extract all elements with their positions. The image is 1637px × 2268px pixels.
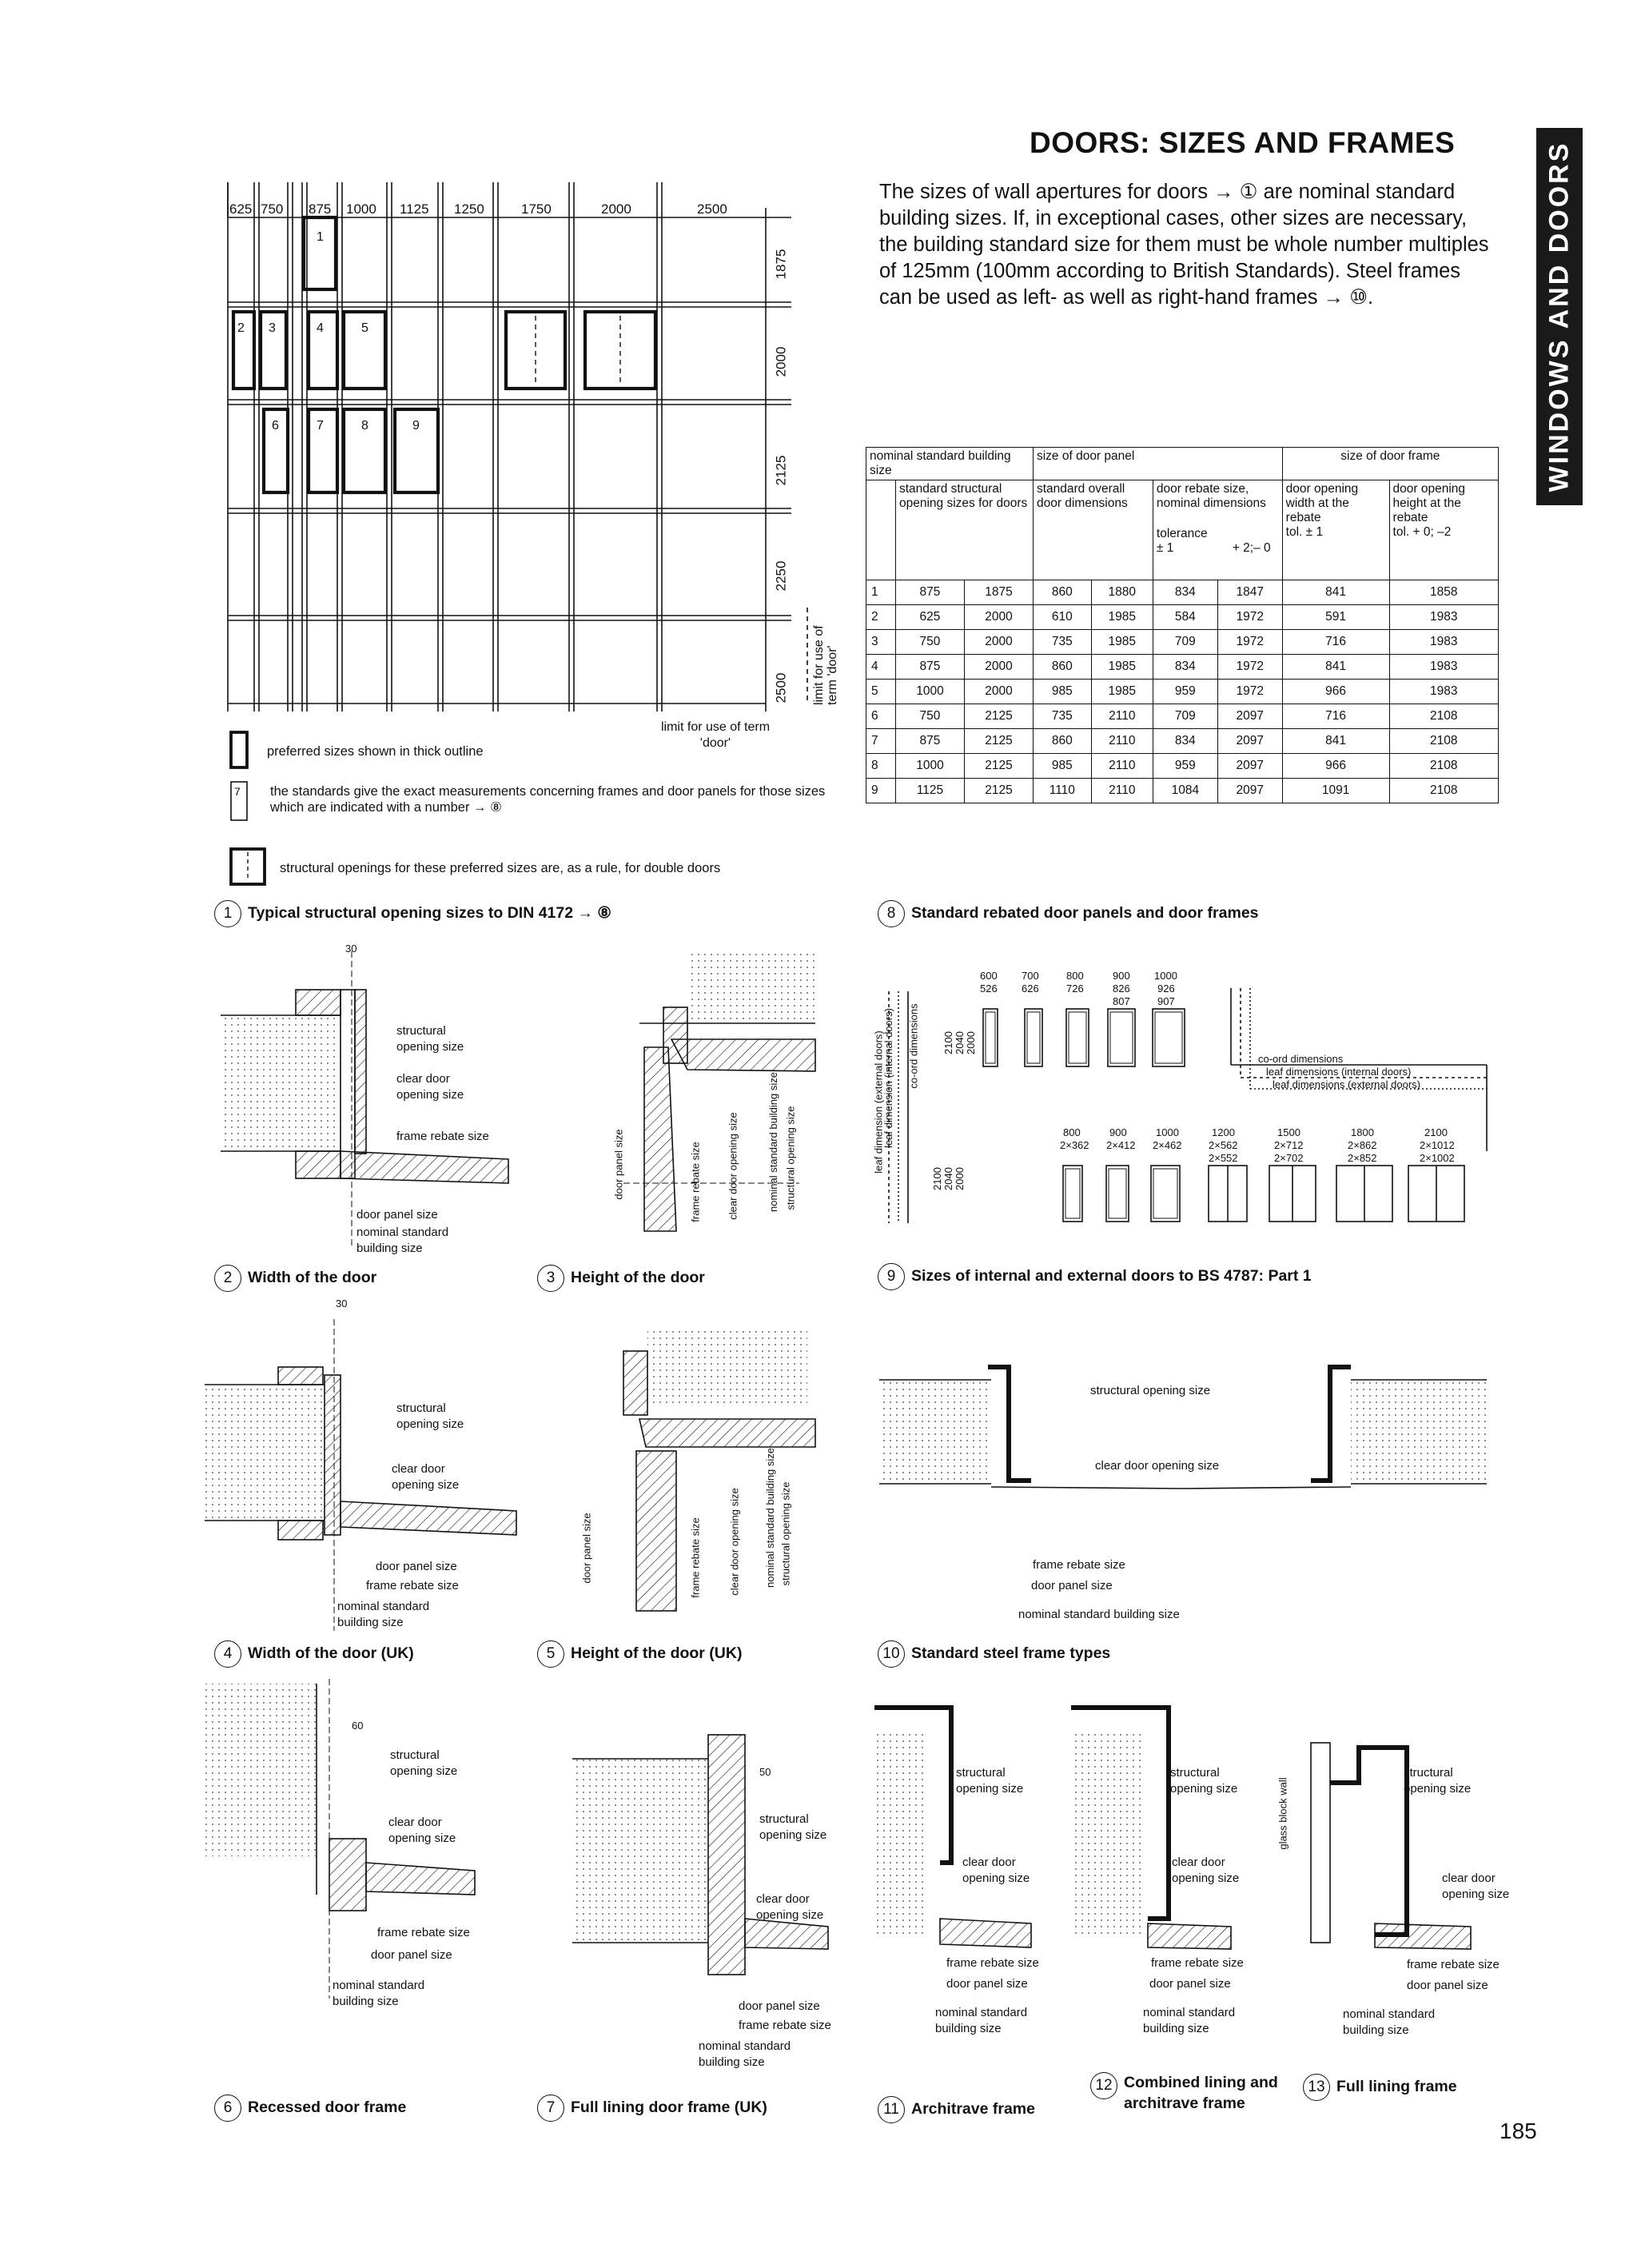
- table8-cell: 985: [1033, 754, 1091, 779]
- table8-cell: 860: [1033, 729, 1091, 754]
- fig2-caption-number: 2: [214, 1265, 241, 1292]
- fig12-caption-number: 12: [1090, 2072, 1117, 2099]
- fig1-cell-3: 3: [269, 321, 276, 335]
- fig10-label-frame-rebate: frame rebate size: [1033, 1558, 1125, 1572]
- fig1-height-2250: 2250: [773, 560, 789, 592]
- table8-tol-width: ± 1: [1156, 541, 1174, 555]
- table8-cell: 1972: [1217, 680, 1282, 704]
- fig1-height-2125: 2125: [773, 455, 789, 486]
- table8-cell: 875: [896, 580, 965, 605]
- fig3-label-clear: clear door opening size: [727, 1112, 739, 1220]
- table8-cell: 860: [1033, 655, 1091, 680]
- fig5-label-clear: clear door opening size: [728, 1488, 741, 1596]
- fig9-ext-coord-1000: 1000: [1156, 1126, 1179, 1138]
- table8-cell: 834: [1153, 729, 1217, 754]
- fig12-caption: [1090, 2072, 1298, 2114]
- table8-cell: 2097: [1217, 754, 1282, 779]
- fig9-ext-coord-1800: 1800: [1351, 1126, 1374, 1138]
- fig3-label-door-panel: door panel size: [612, 1129, 625, 1200]
- fig8-caption-number: 8: [878, 900, 905, 927]
- table8-cell: 1985: [1091, 630, 1153, 655]
- table8-group-nominal: nominal standard building size: [866, 448, 1034, 480]
- fig7-caption: [537, 2095, 767, 2122]
- table8-cell: 2125: [964, 754, 1033, 779]
- table8-cell: 1110: [1033, 779, 1091, 803]
- table8-cell: 2110: [1091, 754, 1153, 779]
- fig1-width-750: 750: [261, 201, 284, 217]
- table8-group-frame: size of door frame: [1282, 448, 1498, 480]
- fig3-caption: [537, 1265, 705, 1292]
- fig9-ext-leaf-712: 2×712: [1274, 1139, 1304, 1151]
- fig9-ext-leaf-907: 907: [1157, 995, 1175, 1007]
- page-number: 185: [1500, 2119, 1537, 2143]
- fig9-int-coord-800: 800: [1066, 970, 1084, 982]
- fig1-legend-numbered: the standards give the exact measurements concerning frames and door panels for those sizes which are indicated with a number → ⑧: [270, 784, 826, 815]
- table8-cell: 2108: [1389, 754, 1498, 779]
- fig1-caption-number: 1: [214, 900, 241, 927]
- fig7-caption-number: 7: [537, 2095, 564, 2122]
- fig3-caption-text: Height of the door: [571, 1269, 705, 1287]
- fig5-caption-text: Height of the door (UK): [571, 1644, 743, 1663]
- table8-cell: 841: [1282, 729, 1389, 754]
- fig13-label-door-panel: door panel size: [1407, 1979, 1488, 1992]
- table8-cell: 2000: [964, 680, 1033, 704]
- fig9-ext-leaf-462: 2×462: [1153, 1139, 1182, 1151]
- fig1-cell-5: 5: [361, 321, 368, 335]
- fig2-label-door-panel: door panel size: [356, 1208, 438, 1222]
- table8-cell: 959: [1153, 680, 1217, 704]
- table8-tol-opening-width: tol. ± 1: [1285, 525, 1324, 539]
- table8-cell: 2110: [1091, 779, 1153, 803]
- table8-cell: 1983: [1389, 605, 1498, 630]
- fig4-caption-text: Width of the door (UK): [248, 1644, 414, 1663]
- fig9-ext-leaf-1002: 2×1002: [1420, 1152, 1455, 1164]
- fig10-label-clear: clear door opening size: [1095, 1459, 1220, 1473]
- fig9-ext-coord-900: 900: [1109, 1126, 1127, 1138]
- table8-cell: 716: [1282, 704, 1389, 729]
- fig9-int-leaf-526: 526: [980, 983, 998, 994]
- fig7-label-door-panel: door panel size: [739, 1999, 820, 2013]
- table8-cell: 2000: [964, 630, 1033, 655]
- fig9-ext-coord-800: 800: [1063, 1126, 1081, 1138]
- fig9-legend-external: leaf dimensions (external doors): [1273, 1078, 1420, 1090]
- table8-cell: 860: [1033, 580, 1091, 605]
- fig3-caption-number: 3: [537, 1265, 564, 1292]
- fig9-caption-number: 9: [878, 1263, 905, 1290]
- fig9-ext-leaf-562: 2×562: [1209, 1139, 1238, 1151]
- table8-cell: 735: [1033, 704, 1091, 729]
- fig1-legend-double: structural openings for these preferred sizes are, as a rule, for double doors: [280, 861, 721, 875]
- fig9-height-bottom-2100: 2100: [930, 1167, 943, 1190]
- fig13-label-clear: clear door opening size: [1442, 1871, 1510, 1901]
- fig13-caption-number: 13: [1303, 2074, 1330, 2101]
- table8-group-panel: size of door panel: [1033, 448, 1282, 480]
- fig9-height-bottom-2040: 2040: [942, 1167, 954, 1190]
- fig11-label-door-panel: door panel size: [946, 1977, 1028, 1991]
- table8-row-number: 1: [866, 580, 896, 605]
- fig3-label-frame-rebate: frame rebate size: [689, 1142, 702, 1222]
- table8-cell: 985: [1033, 680, 1091, 704]
- fig7-dim-50: 50: [759, 1766, 771, 1778]
- table8-cell: 1985: [1091, 655, 1153, 680]
- fig12-label-door-panel: door panel size: [1149, 1977, 1231, 1991]
- fig6-label-structural: structural opening size: [390, 1748, 458, 1778]
- table8-cell: 625: [896, 605, 965, 630]
- table8-cell: 1091: [1282, 779, 1389, 803]
- fig1-cell-1: 1: [317, 230, 324, 244]
- fig1-cell-2: 2: [237, 321, 245, 335]
- fig11-caption-text: Architrave frame: [911, 2100, 1035, 2119]
- fig11-label-nominal: nominal standard building size: [935, 2006, 1028, 2035]
- section-tab-label: WINDOWS AND DOORS: [1543, 141, 1575, 492]
- table8-cell: 966: [1282, 754, 1389, 779]
- fig9-height-bottom-2000: 2000: [953, 1167, 966, 1190]
- fig13-caption: [1303, 2074, 1457, 2101]
- table8-cell: 834: [1153, 580, 1217, 605]
- table8-cell: 1983: [1389, 680, 1498, 704]
- table8-cell: 1985: [1091, 680, 1153, 704]
- fig9-ext-coord-1200: 1200: [1212, 1126, 1235, 1138]
- fig5-label-nominal: nominal standard building size: [763, 1448, 776, 1588]
- fig13-caption-text: Full lining frame: [1336, 2078, 1457, 2096]
- fig9-ext-leaf-552: 2×552: [1209, 1152, 1238, 1164]
- fig11-label-clear: clear door opening size: [962, 1855, 1030, 1885]
- page-title: DOORS: SIZES AND FRAMES: [1030, 126, 1456, 159]
- table8-row-number: 9: [866, 779, 896, 803]
- fig1-legend-sample-number: 7: [234, 785, 241, 798]
- fig9-int-leaf-826: 826: [1113, 983, 1130, 994]
- fig9-vlabel-internal: leaf dimension (internal doors): [882, 1008, 894, 1148]
- fig7-label-frame-rebate: frame rebate size: [739, 2019, 831, 2032]
- table8-cell: 2125: [964, 729, 1033, 754]
- fig5-label-frame-rebate: frame rebate size: [689, 1517, 702, 1598]
- table8-cell: 750: [896, 630, 965, 655]
- fig4-label-door-panel: door panel size: [376, 1560, 457, 1573]
- table8-cell: 875: [896, 729, 965, 754]
- fig9-caption-text: Sizes of internal and external doors to BS 4787: Part 1: [911, 1267, 1312, 1285]
- table8-cell: 2108: [1389, 779, 1498, 803]
- table8-cell: 2110: [1091, 729, 1153, 754]
- fig2-label-structural: structural opening size: [396, 1024, 464, 1054]
- fig2-label-nominal: nominal standard building size: [356, 1226, 449, 1255]
- fig13-label-structural: structural opening size: [1404, 1766, 1472, 1796]
- table8-cell: 1847: [1217, 580, 1282, 605]
- fig1-width-1000: 1000: [346, 201, 376, 217]
- fig10-caption: [878, 1640, 1110, 1668]
- fig9-ext-coord-2100: 2100: [1424, 1126, 1448, 1138]
- fig7-label-structural: structural opening size: [759, 1812, 827, 1842]
- table8-cell: 1880: [1091, 580, 1153, 605]
- fig9-legend-coord: co-ord dimensions: [1258, 1053, 1344, 1065]
- table8-cell: 1000: [896, 680, 965, 704]
- fig2-label-frame-rebate: frame rebate size: [396, 1130, 489, 1143]
- fig1-limit-label: limit for use of term 'door': [660, 720, 771, 750]
- fig6-label-frame-rebate: frame rebate size: [377, 1926, 470, 1939]
- table8-cell: 584: [1153, 605, 1217, 630]
- table8-cell: 735: [1033, 630, 1091, 655]
- fig3-label-structural: structural opening size: [784, 1106, 797, 1210]
- fig9-legend-internal: leaf dimensions (internal doors): [1266, 1066, 1412, 1078]
- fig6-label-clear: clear door opening size: [388, 1816, 456, 1845]
- table8-tolerance-label: tolerance: [1156, 527, 1208, 540]
- fig12-label-frame-rebate: frame rebate size: [1151, 1956, 1244, 1970]
- table8-cell: 709: [1153, 630, 1217, 655]
- fig9-ext-leaf-362: 2×362: [1060, 1139, 1089, 1151]
- fig5-label-structural: structural opening size: [779, 1481, 792, 1586]
- fig12-label-nominal: nominal standard building size: [1143, 2006, 1236, 2035]
- table8-cell: 2108: [1389, 704, 1498, 729]
- fig4-dim-30: 30: [336, 1297, 348, 1309]
- fig2-label-clear: clear door opening size: [396, 1072, 464, 1102]
- table8-col-overall: standard overall door dimensions: [1033, 480, 1153, 580]
- fig1-width-2500: 2500: [697, 201, 727, 217]
- intro-paragraph: The sizes of wall apertures for doors → ① are nominal standard building sizes. If, in exceptional cases, other sizes are necessary, the building standard size for them must be whole number multiples of 125mm (100mm according to British Standards). Steel frames can be used as left- as well as right-hand frames → ⑩.: [879, 181, 1489, 309]
- table8-cell: 1983: [1389, 655, 1498, 680]
- table8-cell: 1125: [896, 779, 965, 803]
- fig9-height-top-2000: 2000: [964, 1031, 977, 1054]
- fig1-width-1250: 1250: [454, 201, 484, 217]
- fig4-label-frame-rebate: frame rebate size: [366, 1579, 459, 1592]
- fig9-int-leaf-626: 626: [1022, 983, 1039, 994]
- fig8-caption-text: Standard rebated door panels and door frames: [911, 904, 1259, 923]
- table8-cell: 841: [1282, 655, 1389, 680]
- table8-cell: 2097: [1217, 729, 1282, 754]
- fig4-caption-number: 4: [214, 1640, 241, 1668]
- fig2-caption-text: Width of the door: [248, 1269, 377, 1287]
- fig1-limit-vertical: limit for use of term 'door': [812, 625, 839, 705]
- table8-cell: 1972: [1217, 655, 1282, 680]
- table8-cell: 1084: [1153, 779, 1217, 803]
- fig12-label-clear: clear door opening size: [1172, 1855, 1240, 1885]
- fig6-label-door-panel: door panel size: [371, 1948, 452, 1962]
- fig9-int-coord-1000: 1000: [1154, 970, 1177, 982]
- table8-col-opening-width-label: door opening width at the rebate: [1285, 482, 1359, 524]
- fig10-caption-text: Standard steel frame types: [911, 1644, 1111, 1663]
- table8-cell: 834: [1153, 655, 1217, 680]
- table8-cell: 1972: [1217, 605, 1282, 630]
- fig4-label-structural: structural opening size: [396, 1401, 464, 1431]
- fig1-width-625: 625: [229, 201, 253, 217]
- fig1-cell-6: 6: [272, 419, 279, 432]
- fig1-width-1125: 1125: [400, 201, 429, 217]
- table8-col-rebate-label: door rebate size, nominal dimensions: [1156, 482, 1266, 510]
- table8-cell: 1985: [1091, 605, 1153, 630]
- table8-cell: 1972: [1217, 630, 1282, 655]
- table8-cell: 2125: [964, 704, 1033, 729]
- table8-row-number: 5: [866, 680, 896, 704]
- table8-cell: 1858: [1389, 580, 1498, 605]
- fig1-caption-text: Typical structural opening sizes to DIN 4172 → ⑧: [248, 904, 611, 923]
- fig1-width-2000: 2000: [601, 201, 631, 217]
- fig9-ext-leaf-702: 2×702: [1274, 1152, 1304, 1164]
- fig1-legend-preferred: preferred sizes shown in thick outline: [267, 744, 484, 759]
- fig9-int-coord-600: 600: [980, 970, 998, 982]
- fig6-dim-60: 60: [352, 1720, 364, 1732]
- fig9-vlabel-coord: co-ord dimensions: [907, 1003, 920, 1089]
- fig9-ext-leaf-807: 807: [1113, 995, 1130, 1007]
- table8-row-number: 8: [866, 754, 896, 779]
- fig11-caption: [878, 2096, 1035, 2123]
- fig7-label-clear: clear door opening size: [756, 1892, 824, 1922]
- fig10-label-structural: structural opening size: [1090, 1384, 1211, 1397]
- table8-row-number: 6: [866, 704, 896, 729]
- fig4-caption: [214, 1640, 414, 1668]
- fig9-ext-leaf-412: 2×412: [1106, 1139, 1136, 1151]
- table8-tol-opening-height: tol. + 0; –2: [1392, 525, 1452, 539]
- fig11-label-structural: structural opening size: [956, 1766, 1024, 1796]
- table8-cell: 610: [1033, 605, 1091, 630]
- fig1-height-2500: 2500: [773, 672, 789, 704]
- table8-cell: 841: [1282, 580, 1389, 605]
- table8-cell: 959: [1153, 754, 1217, 779]
- fig1-cell-4: 4: [317, 321, 324, 335]
- fig5-caption-number: 5: [537, 1640, 564, 1668]
- fig13-label-nominal: nominal standard building size: [1343, 2007, 1436, 2037]
- fig1-width-875: 875: [309, 201, 332, 217]
- fig9-ext-leaf-862: 2×862: [1348, 1139, 1377, 1151]
- fig6-label-nominal: nominal standard building size: [333, 1979, 425, 2008]
- table8-cell: 1875: [964, 580, 1033, 605]
- fig6-caption-number: 6: [214, 2095, 241, 2122]
- fig1-height-1875: 1875: [773, 249, 789, 280]
- table8-cell: 2000: [964, 655, 1033, 680]
- table8-row-number: 7: [866, 729, 896, 754]
- table8-col-structural: standard structural opening sizes for doors: [896, 480, 1034, 580]
- table8-row-number: 3: [866, 630, 896, 655]
- fig3-label-nominal: nominal standard building size: [767, 1072, 779, 1212]
- table8-cell: 1983: [1389, 630, 1498, 655]
- fig4-label-nominal: nominal standard building size: [337, 1600, 430, 1629]
- table8-cell: 716: [1282, 630, 1389, 655]
- table8-row-number: 4: [866, 655, 896, 680]
- fig4-label-clear: clear door opening size: [392, 1462, 460, 1492]
- table8-cell: 966: [1282, 680, 1389, 704]
- table8-cell: 2000: [964, 605, 1033, 630]
- table8-cell: 2097: [1217, 779, 1282, 803]
- fig10-label-nominal: nominal standard building size: [1018, 1608, 1180, 1621]
- fig13-label-frame-rebate: frame rebate size: [1407, 1958, 1500, 1971]
- fig5-label-door-panel: door panel size: [580, 1513, 593, 1584]
- fig1-height-2000: 2000: [773, 346, 789, 377]
- fig6-caption-text: Recessed door frame: [248, 2099, 407, 2117]
- fig11-label-frame-rebate: frame rebate size: [946, 1956, 1039, 1970]
- fig10-label-door-panel: door panel size: [1031, 1579, 1113, 1592]
- table8-cell: 875: [896, 655, 965, 680]
- table8-col-opening-height-label: door opening height at the rebate: [1392, 482, 1466, 524]
- fig9-int-leaf-926: 926: [1157, 983, 1175, 994]
- fig12-caption-text: Combined lining and architrave frame: [1124, 2074, 1278, 2112]
- table8-cell: 709: [1153, 704, 1217, 729]
- fig6-caption: [214, 2095, 406, 2122]
- fig13-label-glass-block: glass block wall: [1277, 1777, 1289, 1850]
- fig9-ext-coord-1500: 1500: [1277, 1126, 1300, 1138]
- fig9-ext-leaf-852: 2×852: [1348, 1152, 1377, 1164]
- table8-tol-height: + 2;– 0: [1232, 541, 1271, 555]
- fig1-cell-7: 7: [317, 419, 324, 432]
- fig2-dim-30: 30: [345, 943, 357, 955]
- fig1-width-1750: 1750: [521, 201, 552, 217]
- fig5-caption: [537, 1640, 742, 1668]
- fig9-vlabel-external: leaf dimension (external doors): [872, 1030, 885, 1174]
- fig9-ext-leaf-1012: 2×1012: [1420, 1139, 1455, 1151]
- fig9-int-coord-900: 900: [1113, 970, 1130, 982]
- table8-cell: 591: [1282, 605, 1389, 630]
- fig12-label-structural: structural opening size: [1170, 1766, 1238, 1796]
- table8-cell: 2108: [1389, 729, 1498, 754]
- fig2-caption: [214, 1265, 376, 1292]
- fig9-height-top-2100: 2100: [942, 1031, 954, 1054]
- table8-cell: 2097: [1217, 704, 1282, 729]
- fig11-caption-number: 11: [878, 2096, 905, 2123]
- table8-cell: 1000: [896, 754, 965, 779]
- fig7-caption-text: Full lining door frame (UK): [571, 2099, 767, 2117]
- table8-cell: 750: [896, 704, 965, 729]
- table8-cell: 2110: [1091, 704, 1153, 729]
- fig9-int-leaf-726: 726: [1066, 983, 1084, 994]
- table8-row-number: 2: [866, 605, 896, 630]
- fig1-cell-9: 9: [412, 419, 420, 432]
- fig9-height-top-2040: 2040: [953, 1031, 966, 1054]
- fig10-caption-number: 10: [878, 1640, 905, 1668]
- fig1-cell-8: 8: [361, 419, 368, 432]
- fig9-int-coord-700: 700: [1022, 970, 1039, 982]
- table8-cell: 2125: [964, 779, 1033, 803]
- fig7-label-nominal: nominal standard building size: [699, 2039, 791, 2069]
